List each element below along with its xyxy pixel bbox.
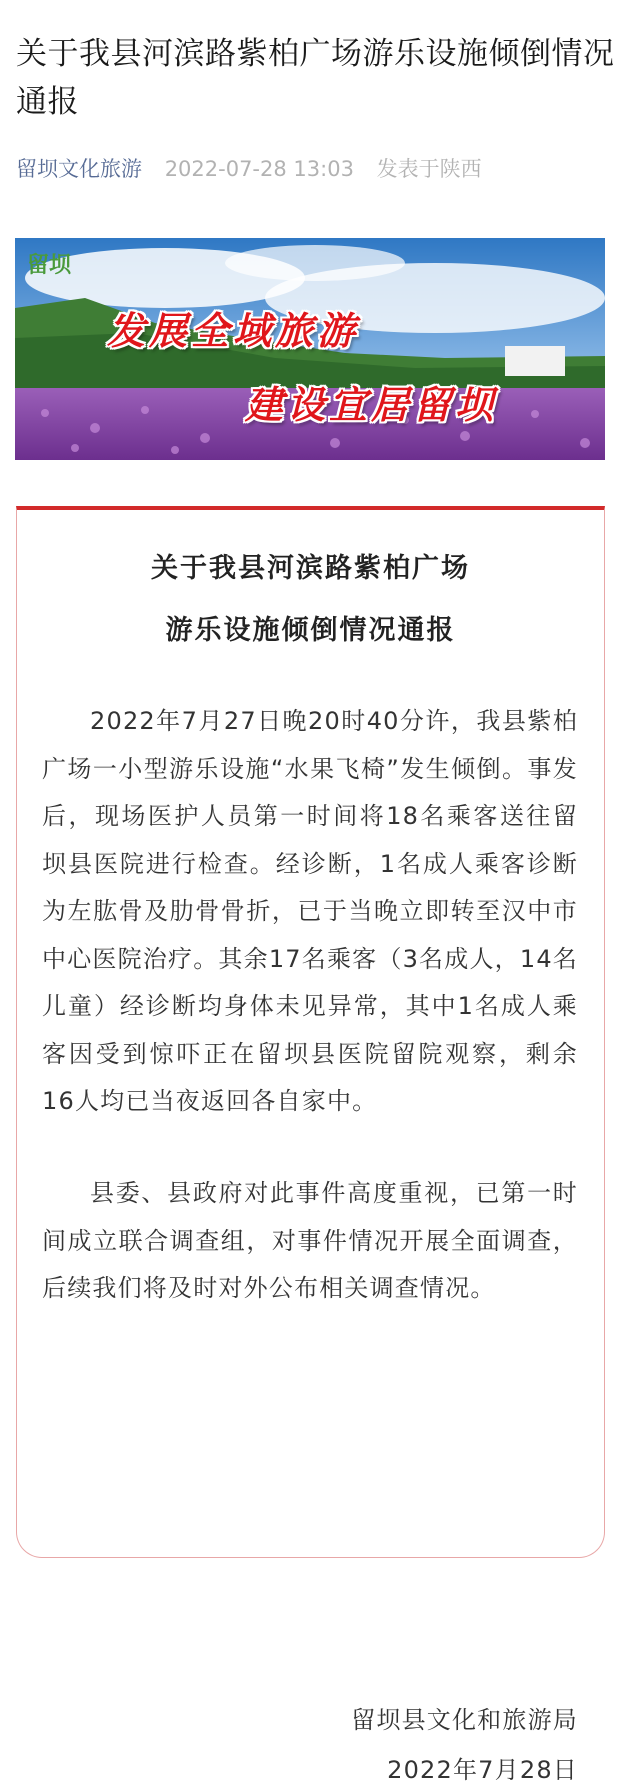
notice-paragraph-2: 县委、县政府对此事件高度重视，已第一时间成立联合调查组，对事件情况开展全面调查，后续我们将及时对外公布相关调查情况。 [42,1179,578,1302]
account-name-link[interactable]: 留坝文化旅游 [16,157,142,181]
notice-card [16,506,605,1784]
notice-title-line-1: 关于我县河滨路紫柏广场 [151,553,470,584]
publish-datetime: 2022-07-28 13:03 [164,157,354,181]
liuba-logo: 留坝 [27,253,72,278]
signature-date: 2022年7月28日 [387,1756,578,1784]
article-title: 关于我县河滨路紫柏广场游乐设施倾倒情况通报 [16,36,615,120]
publish-location: 发表于陕西 [376,157,482,181]
banner-slogan-1: 发展全域旅游 [107,308,360,353]
banner-image [15,238,605,460]
notice-paragraph-1: 2022年7月27日晚20时40分许，我县紫柏广场一小型游乐设施“水果飞椅”发生倾倒。事发后，现场医护人员第一时间将18名乘客送往留坝县医院进行检查。经诊断，1名成人乘客诊断为左肱骨及肋骨骨折，已于当晚立即转至汉中市中心医院治疗。其余17名乘客（3名成人，14名儿童）经诊断均身体未见异常，其中1名成人乘客因受到惊吓正在留坝县医院留院观察，剩余16人均已当夜返回各自家中。 [42,707,578,1115]
article-meta [16,154,616,184]
signature-organization: 留坝县文化和旅游局 [351,1706,578,1734]
notice-title-line-2: 游乐设施倾倒情况通报 [165,615,456,646]
banner-slogan-2: 建设宜居留坝 [245,382,498,427]
